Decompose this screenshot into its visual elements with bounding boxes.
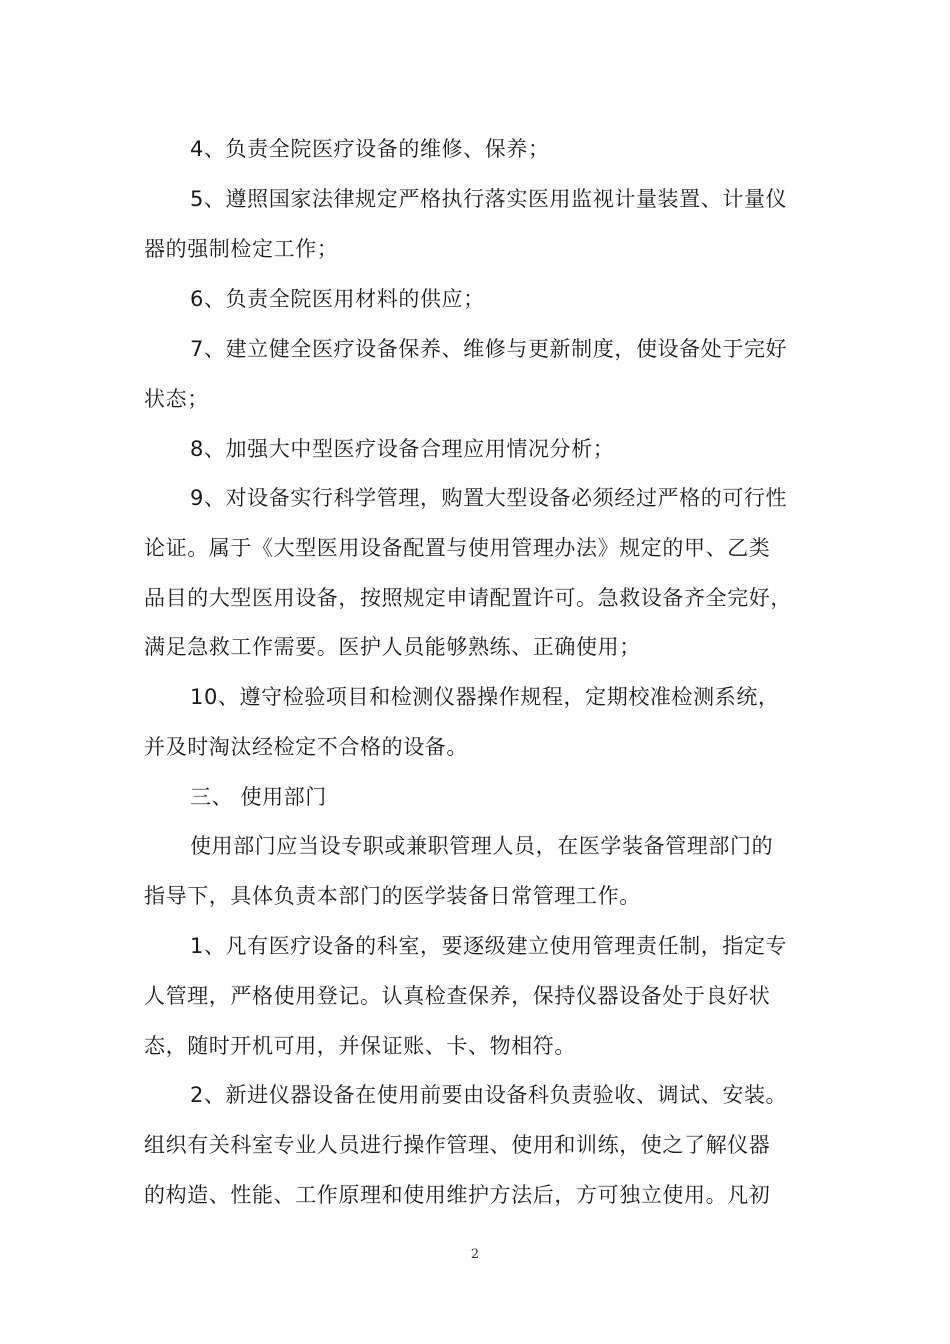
text-line: 态，随时开机可用，并保证账、卡、物相符。 — [144, 1034, 576, 1058]
text-line: 1、凡有医疗设备的科室，要逐级建立使用管理责任制，指定专 — [190, 934, 788, 958]
text-line: 9、对设备实行科学管理，购置大型设备必须经过严格的可行性 — [190, 486, 788, 510]
section-heading: 三、 使用部门 — [190, 785, 327, 809]
text-line: 5、遵照国家法律规定严格执行落实医用监视计量装置、计量仪 — [190, 187, 788, 211]
text-line: 6、负责全院医用材料的供应； — [190, 287, 485, 311]
text-line: 使用部门应当设专职或兼职管理人员，在医学装备管理部门的 — [190, 834, 774, 858]
text-line: 10、遵守检验项目和检测仪器操作规程，定期校准检测系统， — [190, 685, 780, 709]
text-line: 7、建立健全医疗设备保养、维修与更新制度，使设备处于完好 — [190, 337, 788, 361]
text-line: 4、负责全院医疗设备的维修、保养； — [190, 137, 550, 161]
text-line: 器的强制检定工作； — [144, 237, 339, 261]
text-line: 满足急救工作需要。医护人员能够熟练、正确使用； — [144, 635, 641, 659]
text-line: 并及时淘汰经检定不合格的设备。 — [144, 735, 468, 759]
text-line: 8、加强大中型医疗设备合理应用情况分析； — [190, 437, 615, 461]
text-line: 论证。属于《大型医用设备配置与使用管理办法》规定的甲、乙类 — [144, 536, 771, 560]
text-line: 人管理，严格使用登记。认真检查保养，保持仪器设备处于良好状 — [144, 984, 771, 1008]
text-line: 组织有关科室专业人员进行操作管理、使用和训练，使之了解仪器 — [144, 1133, 771, 1157]
text-line: 指导下，具体负责本部门的医学装备日常管理工作。 — [144, 884, 641, 908]
text-line: 的构造、性能、工作原理和使用维护方法后，方可独立使用。凡初 — [144, 1183, 771, 1207]
text-line: 状态； — [144, 387, 209, 411]
page-number: 2 — [470, 1247, 480, 1262]
text-line: 品目的大型医用设备，按照规定申请配置许可。急救设备齐全完好， — [144, 586, 792, 610]
text-line: 2、新进仪器设备在使用前要由设备科负责验收、调试、安装。 — [190, 1083, 788, 1107]
